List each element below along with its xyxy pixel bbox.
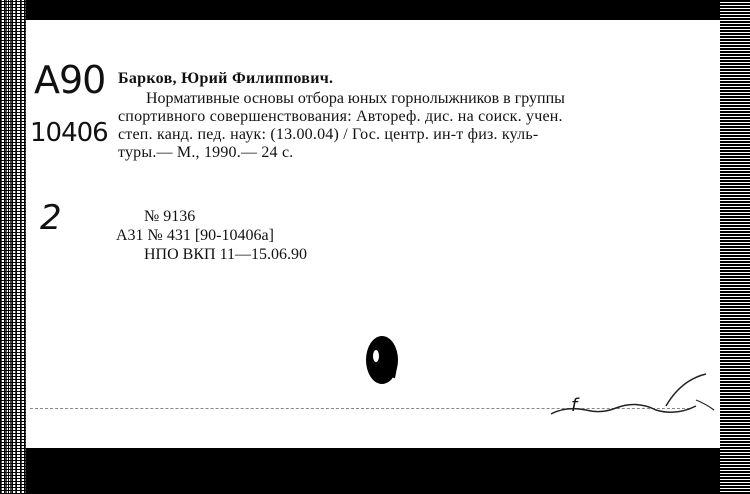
scan-noise-strip [0, 0, 26, 494]
card-catalog-number: № 9136 [144, 208, 196, 225]
punch-hole-icon [364, 334, 404, 390]
card-code-line-2: НПО ВКП 11—15.06.90 [144, 246, 307, 263]
card-author: Барков, Юрий Филиппович. [118, 70, 334, 87]
card-code-line-1: А31 № 431 [90-10406а] [116, 227, 274, 244]
signature-scribble [546, 370, 716, 420]
card-title-line-4: туры.— М., 1990.— 24 с. [118, 144, 294, 161]
card-title-line-3: степ. канд. пед. наук: (13.00.04) / Гос. центр. ин-т физ. куль- [118, 126, 539, 143]
card-title-line-1: Нормативные основы отбора юных горнолыжников в группы [146, 90, 565, 107]
handwritten-copy-count: 2 [40, 198, 62, 238]
handwritten-accession-number: 10406 [30, 118, 108, 148]
scan-right-edge [720, 0, 750, 494]
handwritten-shelf-mark: A90 [34, 58, 106, 102]
handwritten-signature: f [571, 395, 578, 416]
catalog-card [26, 20, 720, 448]
card-title-line-2: спортивного совершенствования: Автореф. дис. на соиск. учен. [118, 108, 563, 125]
